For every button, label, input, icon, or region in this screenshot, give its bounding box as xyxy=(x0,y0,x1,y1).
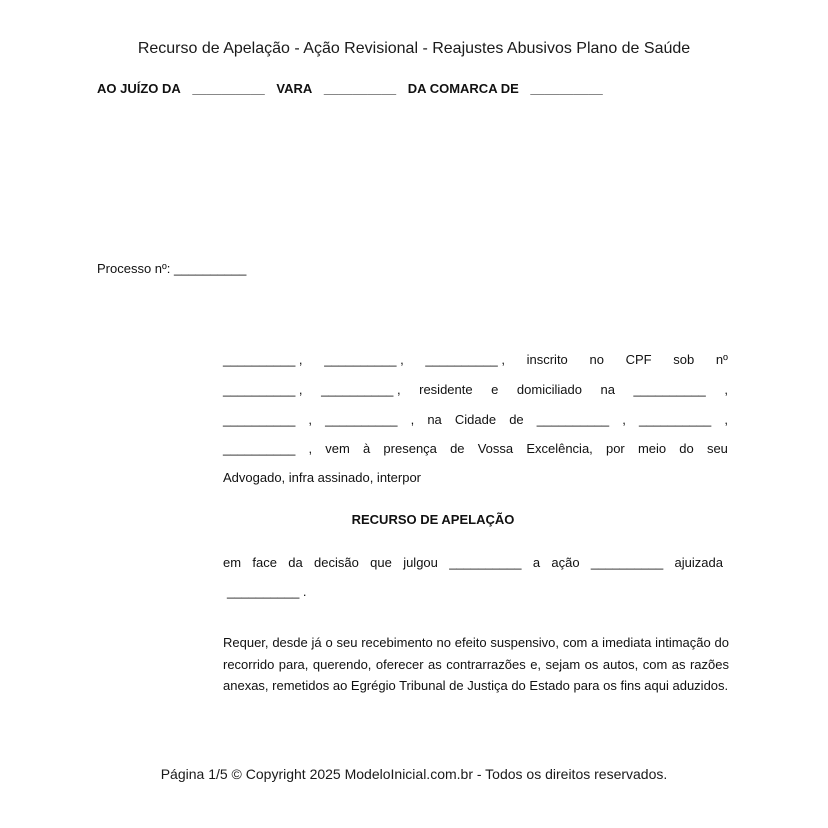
word: , xyxy=(410,412,415,427)
word: , xyxy=(308,441,313,456)
addressee-blank-1: __________ xyxy=(192,81,265,96)
word: __________ xyxy=(536,412,610,427)
word: __________ , xyxy=(321,382,401,397)
word: __________ , xyxy=(425,352,505,367)
word: , xyxy=(308,412,313,427)
word: na xyxy=(427,412,442,427)
word: __________ xyxy=(449,555,522,570)
word: sob xyxy=(673,352,695,367)
qualification-line-4 xyxy=(223,441,728,456)
decision-line-1 xyxy=(223,555,723,570)
word: __________ xyxy=(638,412,712,427)
qualification-line-3 xyxy=(223,412,728,427)
document-title: Recurso de Apelação - Ação Revisional - Reajustes Abusivos Plano de Saúde xyxy=(137,40,691,57)
word: Cidade xyxy=(454,412,497,427)
word: que xyxy=(370,555,392,570)
addressee-part-1: AO JUÍZO DA xyxy=(97,81,181,96)
word: , xyxy=(724,412,728,427)
word: domiciliado xyxy=(516,382,582,397)
word: ajuizada xyxy=(674,555,723,570)
request-paragraph: Requer, desde já o seu recebimento no efeito suspensivo, com a imediata intimação do recorrido para, querendo, oferecer as contrarrazões e, sejam os autos, com as razões anexas, remetidos ao Egrégio Tribunal de Justiça do Estado para os fins aqui aduzidos. xyxy=(223,635,729,693)
qualification-line-5: Advogado, infra assinado, interpor xyxy=(223,470,422,485)
word: da xyxy=(288,555,303,570)
word: vem xyxy=(325,441,350,456)
word: decisão xyxy=(314,555,359,570)
word: __________ xyxy=(590,555,664,570)
addressee-line xyxy=(97,81,603,96)
word: , xyxy=(724,382,728,397)
word: à xyxy=(363,441,371,456)
word: face xyxy=(252,555,277,570)
word: em xyxy=(223,555,242,570)
word: Vossa xyxy=(477,441,514,456)
word: residente xyxy=(419,382,473,397)
word: __________ xyxy=(633,382,706,397)
word: nº xyxy=(715,352,728,367)
word: __________ xyxy=(325,412,398,427)
word: no xyxy=(589,352,604,367)
addressee-blank-3: __________ xyxy=(530,81,603,96)
word: __________ xyxy=(223,412,296,427)
word: , xyxy=(622,412,626,427)
word: meio xyxy=(637,441,667,456)
word: __________ , xyxy=(223,382,303,397)
qualification-line-1 xyxy=(223,352,728,367)
word: __________ xyxy=(223,441,296,456)
process-number xyxy=(97,261,246,276)
word: de xyxy=(450,441,465,456)
word: CPF xyxy=(625,352,652,367)
section-title: RECURSO DE APELAÇÃO xyxy=(351,512,515,527)
word: e xyxy=(491,382,499,397)
word: __________ , xyxy=(324,352,404,367)
word: a xyxy=(532,555,541,570)
word: Excelência, xyxy=(526,441,593,456)
decision-line-2: __________ . xyxy=(227,584,307,599)
qualification-line-2 xyxy=(223,382,728,397)
word: julgou xyxy=(403,555,438,570)
process-label: Processo nº: xyxy=(97,261,171,276)
page-footer: Página 1/5 © Copyright 2025 ModeloInicial.com.br - Todos os direitos reservados. xyxy=(160,766,668,782)
addressee-part-2: VARA xyxy=(276,81,313,96)
word: ação xyxy=(551,555,580,570)
word: presença xyxy=(383,441,437,456)
process-blank: __________ xyxy=(174,261,247,276)
word: __________ , xyxy=(223,352,303,367)
addressee-blank-2: __________ xyxy=(323,81,397,96)
word: na xyxy=(600,382,615,397)
word: seu xyxy=(706,441,728,456)
word: inscrito xyxy=(526,352,568,367)
word: de xyxy=(509,412,524,427)
word: por xyxy=(605,441,625,456)
word: do xyxy=(679,441,694,456)
addressee-part-3: DA COMARCA DE xyxy=(407,81,519,96)
